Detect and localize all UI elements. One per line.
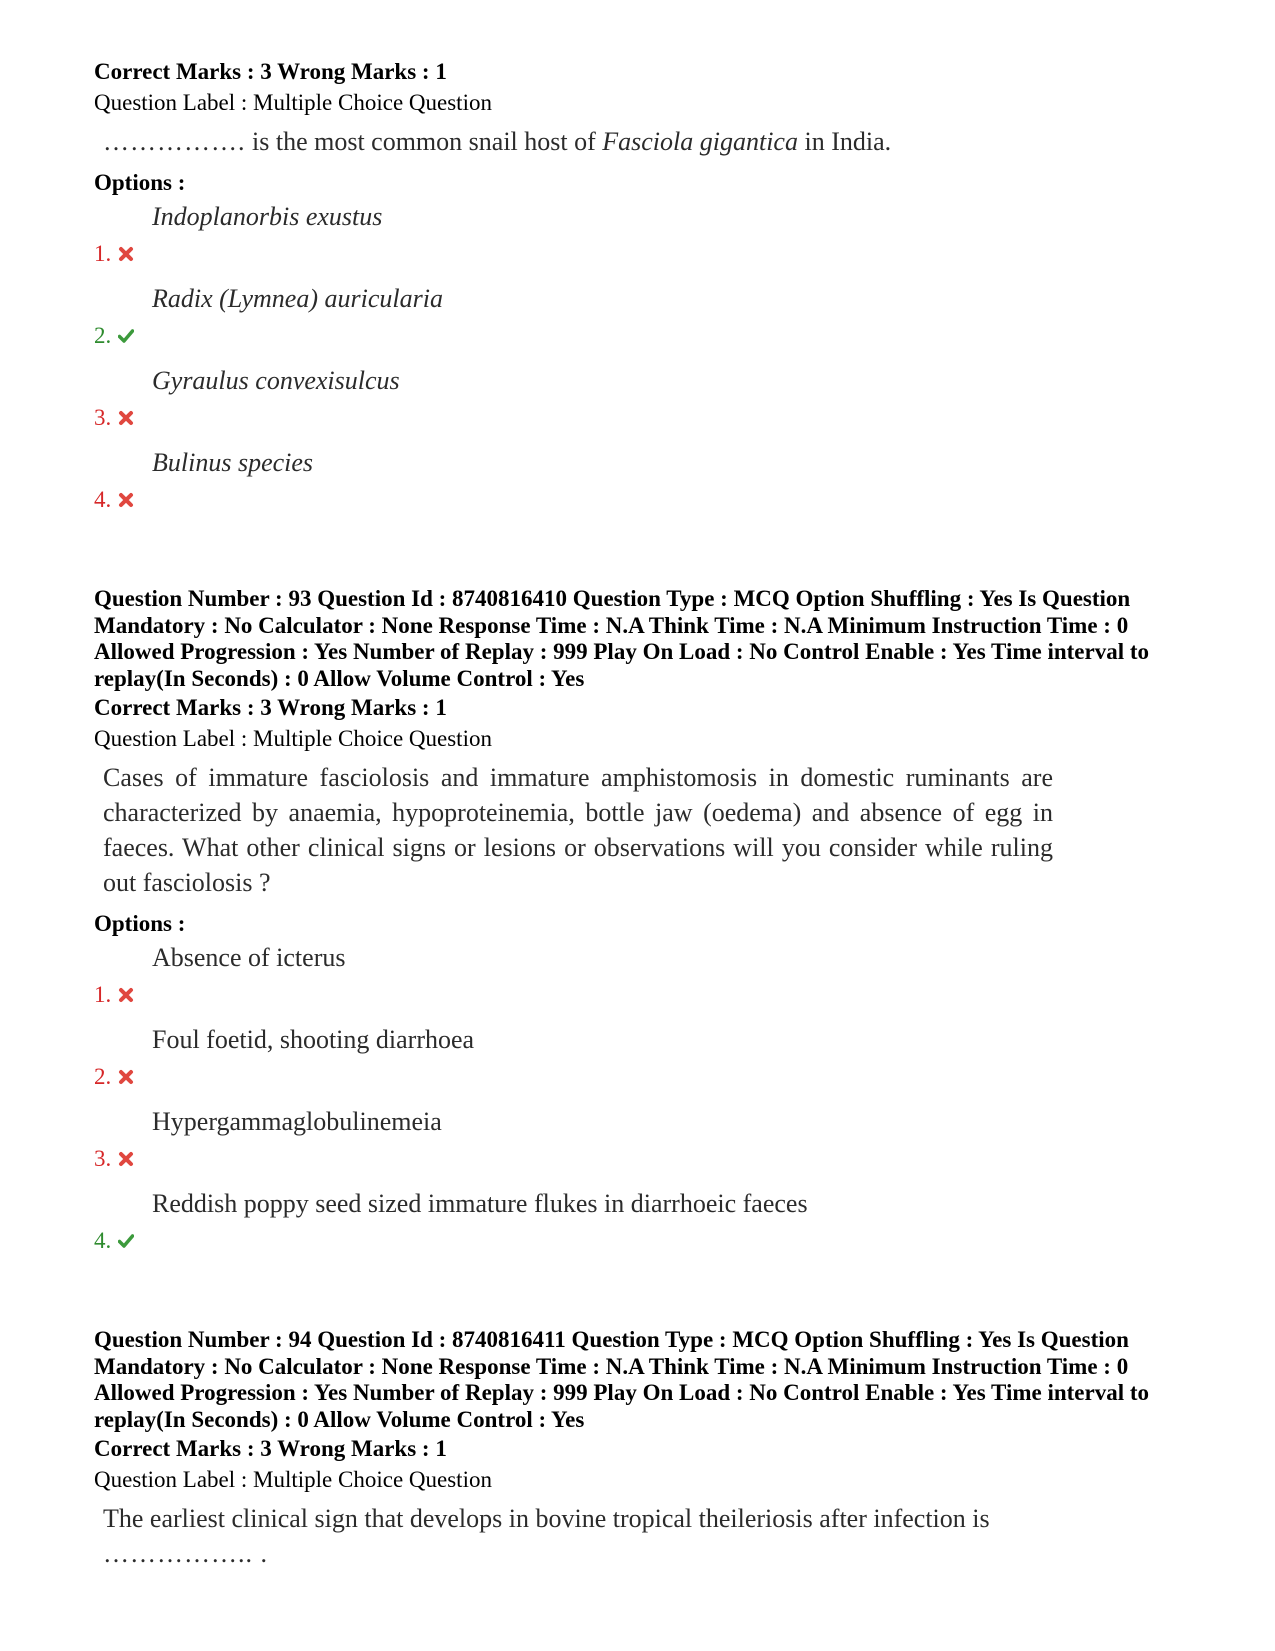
question-label: Question Label : Multiple Choice Question [94,1467,492,1492]
marks-line: Correct Marks : 3 Wrong Marks : 1 [94,59,447,84]
marks-line: Correct Marks : 3 Wrong Marks : 1 [94,1436,447,1461]
species-name: Fasciola gigantica [602,127,798,156]
question-92 [94,56,1204,526]
option-row[interactable] [94,939,1204,1021]
option-row[interactable] [94,1021,1204,1103]
question-label: Question Label : Multiple Choice Question [94,726,492,751]
question-meta: Question Number : 93 Question Id : 8740816410 Question Type : MCQ Option Shuffling : Yes Is Question Mandatory : No Calculator : None Response Time : N.A Think Time : N.A Minimum Instruction Time : 0 Allowed Progression : Yes Number of Replay : 999 Play On Load : No Control Enable : Yes Time interval to replay(In Seconds) : 0 Allow Volume Control : Yes [94,586,1150,691]
question-text: Cases of immature fasciolosis and immature amphistomosis in domestic ruminants are characterized by anaemia, hypoproteinemia, bottle jaw (oedema) and absence of egg in faeces. What other clinical signs or lesions or observations will you consider while ruling out fasciolosis ? [103,763,1053,897]
option-row[interactable] [94,280,1204,362]
option-text: Radix (Lymnea) auricularia [152,284,443,313]
check-icon [118,328,134,344]
option-text: Bulinus species [152,448,314,477]
option-number: 3. [94,405,112,430]
cross-icon [118,987,134,1003]
question-label: Question Label : Multiple Choice Question [94,90,492,115]
option-text: Indoplanorbis exustus [152,202,383,231]
page [94,56,1204,1575]
option-row[interactable] [94,1103,1204,1185]
option-text: Gyraulus convexisulcus [152,366,400,395]
option-number: 2. [94,1064,112,1089]
blank: …………….. . [103,1539,268,1568]
cross-icon [118,492,134,508]
option-number: 4. [94,487,112,512]
question-93 [94,586,1204,1267]
option-number: 2. [94,323,112,348]
option-row[interactable] [94,444,1204,526]
question-pre: is the most common snail host of [252,127,596,156]
cross-icon [118,246,134,262]
option-number: 1. [94,241,112,266]
options-title: Options : [94,911,186,936]
question-text [94,1501,1053,1571]
question-post: in India. [804,127,892,156]
option-text: Absence of icterus [152,943,346,972]
cross-icon [118,410,134,426]
option-row[interactable] [94,362,1204,444]
question-body: The earliest clinical sign that develops in bovine tropical theileriosis after infection is [103,1504,990,1533]
option-text: Hypergammaglobulinemeia [152,1107,442,1136]
question-meta: Question Number : 94 Question Id : 8740816411 Question Type : MCQ Option Shuffling : Yes Is Question Mandatory : No Calculator : None Response Time : N.A Think Time : N.A Minimum Instruction Time : 0 Allowed Progression : Yes Number of Replay : 999 Play On Load : No Control Enable : Yes Time interval to replay(In Seconds) : 0 Allow Volume Control : Yes [94,1327,1150,1432]
question-text [94,124,1053,159]
cross-icon [118,1069,134,1085]
question-94 [94,1327,1204,1571]
cross-icon [118,1151,134,1167]
option-row[interactable] [94,1185,1204,1267]
options-title: Options : [94,170,186,195]
blank: ……………. [103,127,246,156]
option-text: Reddish poppy seed sized immature flukes in diarrhoeic faeces [152,1189,808,1218]
option-number: 3. [94,1146,112,1171]
option-row[interactable] [94,198,1204,280]
option-number: 1. [94,982,112,1007]
check-icon [118,1233,134,1249]
option-text: Foul foetid, shooting diarrhoea [152,1025,475,1054]
option-number: 4. [94,1228,112,1253]
marks-line: Correct Marks : 3 Wrong Marks : 1 [94,695,447,720]
